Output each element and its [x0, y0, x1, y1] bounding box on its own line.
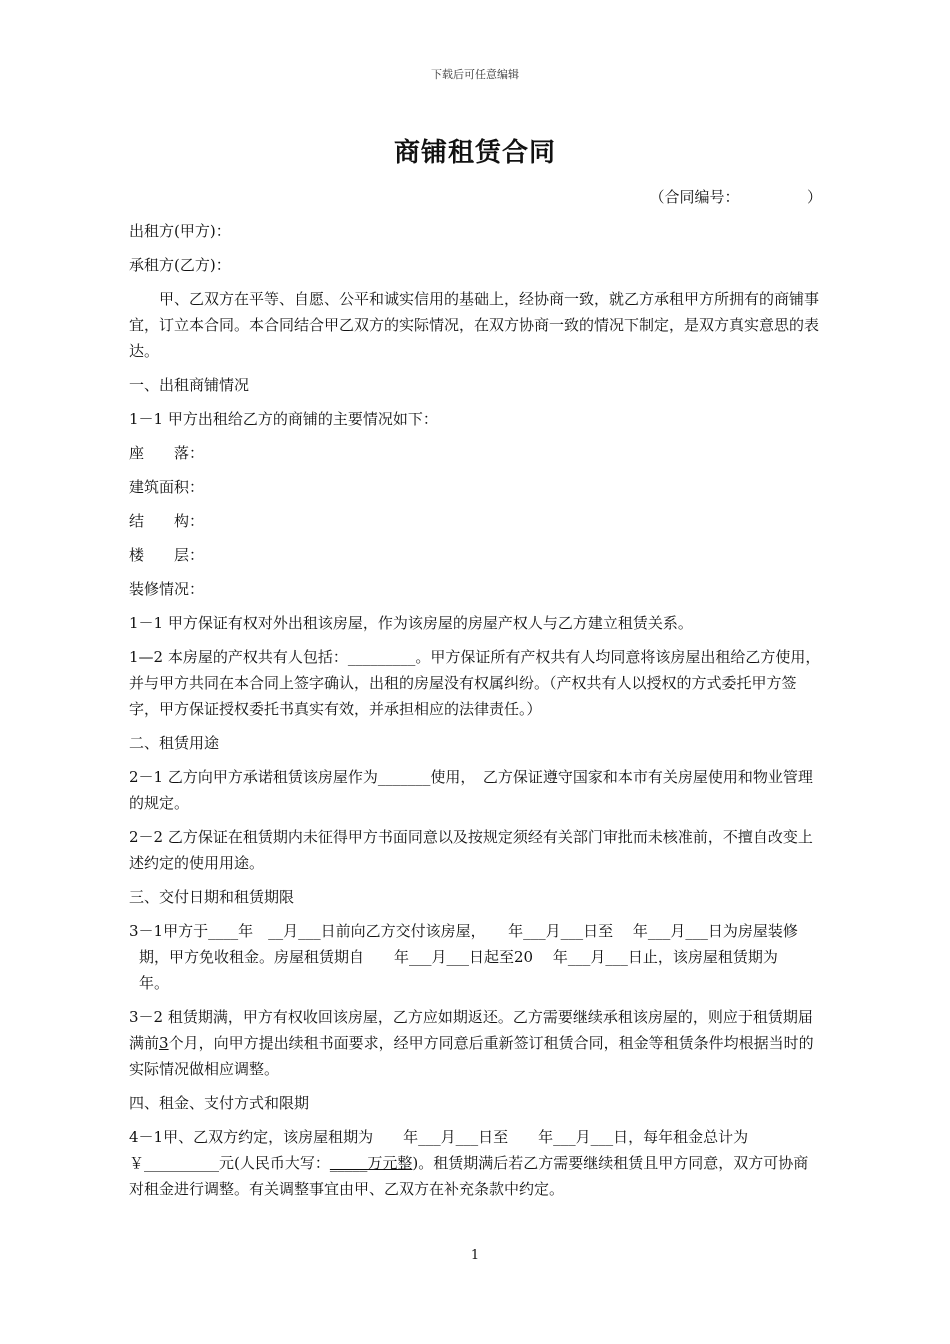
field-structure: 结 构：: [129, 512, 205, 530]
clause-3-2-months: 3: [159, 1034, 169, 1052]
clause-3-2-part-a: 3－2 租赁期满，甲方有权收回该房屋，乙方应如期返还。乙方需要继续承租该房屋的，则应于租赁期届满前: [129, 1008, 813, 1052]
clause-4-1-amount: _____万元整: [329, 1154, 413, 1172]
field-area: 建筑面积：: [129, 478, 205, 496]
clause-1-2: 1—2 本房屋的产权共有人包括：_________。甲方保证所有产权共有人均同意将该房屋出租给乙方使用，并与甲方共同在本合同上签字确认，出租的房屋没有权属纠纷。（产权共有人以授权的方式委托甲方签字，甲方保证授权委托书真实有效，并承担相应的法律责任。）: [129, 648, 821, 718]
clause-4-1-part-a: 4－1甲、乙双方约定，该房屋租期为 年___月___日至 年___月___日，每年租金总计为￥__________元(人民币大写：: [129, 1128, 749, 1172]
contract-number: （合同编号： ）: [649, 188, 822, 206]
header-note: 下载后可任意编辑: [431, 68, 519, 81]
field-location: 座 落：: [129, 444, 205, 462]
clause-4-1-part-b: )。租赁期满后若乙方需要继续租赁且甲方同意，双方可协商对租金进行调整。有关调整事宜由甲、乙双方在补充条款中约定。: [129, 1154, 809, 1198]
section-1-heading: 一、出租商铺情况: [129, 376, 250, 394]
clause-1-1: 1－1 甲方出租给乙方的商铺的主要情况如下：: [129, 410, 438, 428]
clause-4-1: [129, 1124, 821, 1202]
field-floor: 楼 层：: [129, 546, 205, 564]
clause-3-1: 3－1甲方于____年 __月___日前向乙方交付该房屋， 年___月___日至 年___月___日为房屋装修期，甲方免收租金。房屋租赁期自 年___月___日起至20 年___月___日止，该房屋租赁期为 年。: [129, 922, 798, 992]
clause-3-2: [129, 1004, 821, 1082]
clause-3-2-part-b: 个月，向甲方提出续租书面要求，经甲方同意后重新签订租赁合同，租金等租赁条件均根据当时的实际情况做相应调整。: [129, 1034, 814, 1078]
preamble: 甲、乙双方在平等、自愿、公平和诚实信用的基础上，经协商一致，就乙方承租甲方所拥有的商铺事宜，订立本合同。本合同结合甲乙双方的实际情况，在双方协商一致的情况下制定，是双方真实意思的表达。: [129, 290, 820, 360]
contract-body: [129, 218, 821, 1210]
page-title: 商铺租赁合同: [393, 138, 556, 168]
section-3-heading: 三、交付日期和租赁期限: [129, 888, 295, 906]
lessor-line: 出租方(甲方)：: [129, 222, 231, 240]
lessee-line: 承租方(乙方)：: [129, 256, 231, 274]
page-number: 1: [470, 1248, 480, 1263]
clause-1-1b: 1－1 甲方保证有权对外出租该房屋，作为该房屋的房屋产权人与乙方建立租赁关系。: [129, 614, 693, 632]
section-4-heading: 四、租金、支付方式和限期: [129, 1094, 310, 1112]
field-decoration: 装修情况：: [129, 580, 205, 598]
section-2-heading: 二、租赁用途: [129, 734, 220, 752]
clause-2-2: 2－2 乙方保证在租赁期内未征得甲方书面同意以及按规定须经有关部门审批而未核准前，不擅自改变上述约定的使用用途。: [129, 828, 813, 872]
clause-2-1: 2－1 乙方向甲方承诺租赁该房屋作为_______使用， 乙方保证遵守国家和本市有关房屋使用和物业管理的规定。: [129, 768, 813, 812]
